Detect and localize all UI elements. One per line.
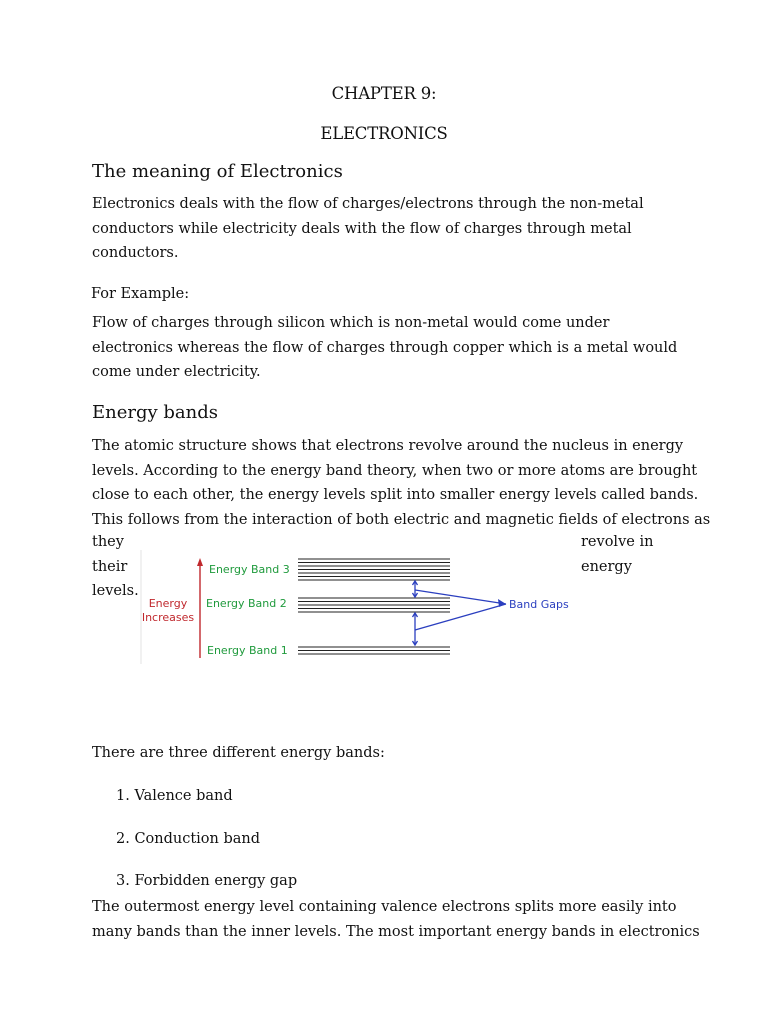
example-label: For Example:: [91, 286, 190, 302]
band-gap-arrows: [413, 581, 507, 645]
list-item: 2. Conduction band: [116, 831, 261, 847]
list-intro: There are three different energy bands:: [92, 745, 385, 761]
text-line: The atomic structure shows that electrons revolve around the nucleus in energy: [92, 438, 684, 454]
energy-axis-label: Energy: [148, 597, 188, 610]
text-line: conductors.: [92, 245, 179, 262]
text-line: The outermost energy level containing valence electrons splits more easily into: [92, 899, 677, 915]
example-paragraph: [92, 311, 678, 385]
text-line: electronics whereas the flow of charges through copper which is a metal would: [92, 339, 678, 356]
energy-bands-paragraph: [92, 434, 711, 532]
band-2-lines: [298, 598, 450, 612]
energy-band-diagram: [140, 548, 572, 666]
section-heading-meaning: The meaning of Electronics: [92, 161, 343, 182]
text-line: This follows from the interaction of both electric and magnetic fields of electrons as: [92, 511, 711, 528]
text-line: conductors while electricity deals with the flow of charges through metal: [92, 220, 632, 237]
band-label-3: Energy Band 3: [209, 563, 290, 576]
text-line: Flow of charges through silicon which is non-metal would come under: [92, 315, 610, 331]
band-label-1: Energy Band 1: [207, 644, 288, 657]
list-item: 1. Valence band: [116, 788, 233, 804]
energy-axis-arrowhead: [197, 558, 203, 566]
section-heading-energy-bands: Energy bands: [92, 402, 219, 423]
wrap-text-left: they: [92, 534, 124, 550]
wrap-text-left: their: [92, 559, 128, 575]
meaning-paragraph: [92, 192, 662, 266]
text-line: levels. According to the energy band theory, when two or more atoms are brought: [92, 462, 698, 479]
text-line: come under electricity.: [92, 364, 261, 381]
chapter-label: CHAPTER 9:: [331, 84, 437, 103]
closing-paragraph: [92, 895, 700, 944]
wrap-text-right: revolve in: [581, 534, 654, 550]
wrap-text-right: energy: [581, 559, 632, 575]
band-gaps-label: Band Gaps: [509, 598, 569, 611]
energy-axis-label: Increases: [141, 611, 195, 624]
text-line: Electronics deals with the flow of charges/electrons through the non-metal: [92, 196, 644, 212]
text-line: close to each other, the energy levels split into smaller energy levels called bands.: [92, 487, 699, 504]
band-3-lines: [298, 559, 450, 580]
band-1-lines: [298, 647, 450, 654]
list-item: 3. Forbidden energy gap: [116, 873, 298, 889]
band-label-2: Energy Band 2: [206, 597, 287, 610]
wrap-text-left: levels.: [92, 583, 139, 599]
text-line: many bands than the inner levels. The most important energy bands in electronics: [92, 923, 700, 940]
page-title: ELECTRONICS: [320, 124, 448, 143]
